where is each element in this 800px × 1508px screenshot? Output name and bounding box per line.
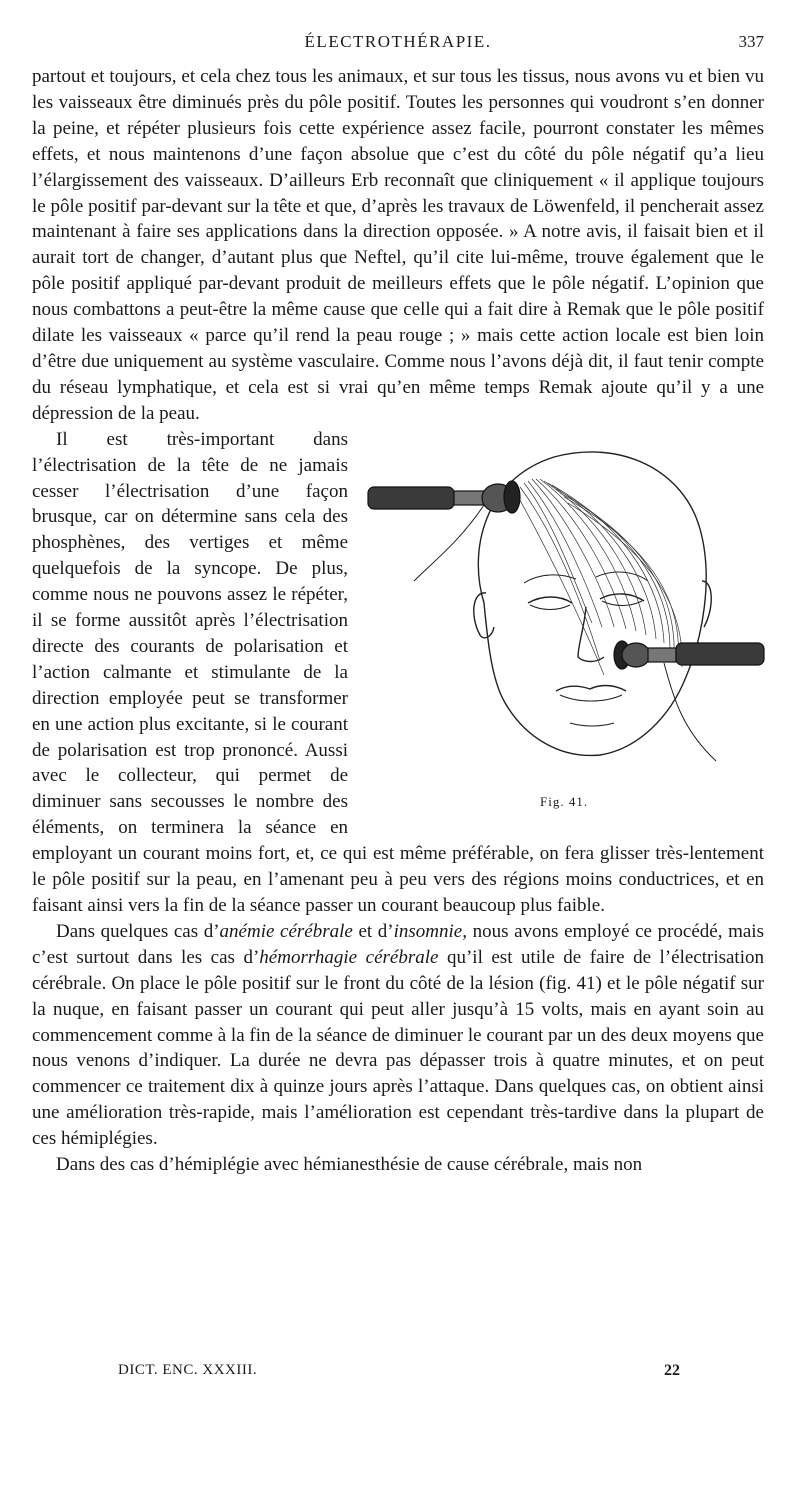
running-head xyxy=(32,32,764,58)
paragraph-2-text: Il est très-important dans l’électrisation de la tête de ne jamais cesser l’électrisation d’une façon brusque, car on détermine sans cela des phosphènes, des vertiges et même quelquefois de la syncope. De plus, comme nous ne pouvons assez le répéter, il se forme aussitôt après l’électrisation directe des courants de polarisation et l’action calmante et stimulante de la direction employée peut se transformer en une action plus excitante, si le courant de polarisation est trop prononcé. Aussi avec le collecteur, qui permet de diminuer sans secousses le nombre des éléments, on terminera la séance en employant un courant moins fort, et, ce qui est même préférable, on fera glisser très-lentement le pôle positif sur la peau, en l’amenant peu à peu vers des régions moins conductrices, et en faisant ainsi vers la fin de la séance passer un courant beaucoup plus faible. xyxy=(32,428,764,916)
term-anemie-cerebrale: anémie cérébrale xyxy=(219,920,353,942)
paragraph-1: partout et toujours, et cela chez tous les animaux, et sur tous les tissus, nous avons vu et bien vu les vaisseaux être diminués près du pôle positif. Toutes les personnes qui voudront s’en donner la peine, et répéter plusieurs fois cette expérience assez facile, pourront constater les mêmes effets, et nous maintenons d’une façon absolue que c’est du côté du pôle négatif qu’a lieu l’élargissement des vaisseaux. D’ailleurs Erb reconnaît que cliniquement « il applique toujours le pôle positif par-devant sur la tête et que, d’après les travaux de Löwenfeld, il pencherait assez maintenant à faire ses applications dans la direction opposée. » A notre avis, il faisait bien et il aurait tort de changer, d’autant plus que Neftel, qu’il cite lui-même, trouve également que le pôle positif appliqué par-devant produit de meilleurs effets que le pôle négatif. L’opinion que nous combattons a peut-être la même cause que celle qui a fait dire à Remak que le pôle positif dilate les vaisseaux « parce qu’il rend la peau rouge ; » mais cette action locale est bien loin d’être due uniquement au système vasculaire. Comme nous l’avons déjà dit, il faut tenir compte du réseau lymphatique, et cela est si vrai qu’en même temps Remak ajoute qu’il y a une dépression de la peau. xyxy=(32,66,764,424)
paragraph-2 xyxy=(32,427,764,919)
term-insomnie: insomnie, xyxy=(393,920,467,942)
running-title: ÉLECTROTHÉRAPIE. xyxy=(304,32,492,51)
figure-caption: Fig. 41. xyxy=(540,793,589,809)
footer-signature: DICT. ENC. XXXIII. xyxy=(118,1362,258,1378)
page-number: 337 xyxy=(738,32,764,51)
paragraph-4: Dans des cas d’hémiplégie avec hémianesthésie de cause cérébrale, mais non xyxy=(56,1154,643,1176)
term-hemorrhagie-cerebrale: hémorrhagie cérébrale xyxy=(259,946,439,968)
head-electrodes-illustration-icon xyxy=(364,431,768,781)
paragraph-3-part-2: et d’ xyxy=(352,920,394,942)
paragraph-3 xyxy=(32,919,764,1152)
body-text xyxy=(32,64,764,1178)
figure-41 xyxy=(360,431,768,823)
paragraph-3-part-3: nous avons employé ce procédé, mais c’est surtout dans les cas d’ xyxy=(32,920,764,968)
paragraph-3-part-4: qu’il est utile de faire de l’électrisation cérébrale. On place le pôle positif sur le front du côté de la lésion (fig. 41) et le pôle négatif sur la nuque, en faisant passer un courant qui peut aller jusqu’à 15 volts, mais en ayant soin au commencement comme à la fin de la séance de diminuer le courant par un des deux moyens que nous venons d’indiquer. La durée ne devra pas dépasser trois à quatre minutes, et on peut commencer ce traitement dix à quinze jours après l’attaque. Dans quelques cas, on obtient ainsi une amélioration très-rapide, mais l’amélioration est cependant très-tardive dans la plupart de ces hémiplégies. xyxy=(32,946,764,1150)
page-footer xyxy=(32,1362,764,1388)
footer-sheet-number: 22 xyxy=(664,1362,680,1379)
paragraph-3-part-1: Dans quelques cas d’ xyxy=(56,920,220,942)
